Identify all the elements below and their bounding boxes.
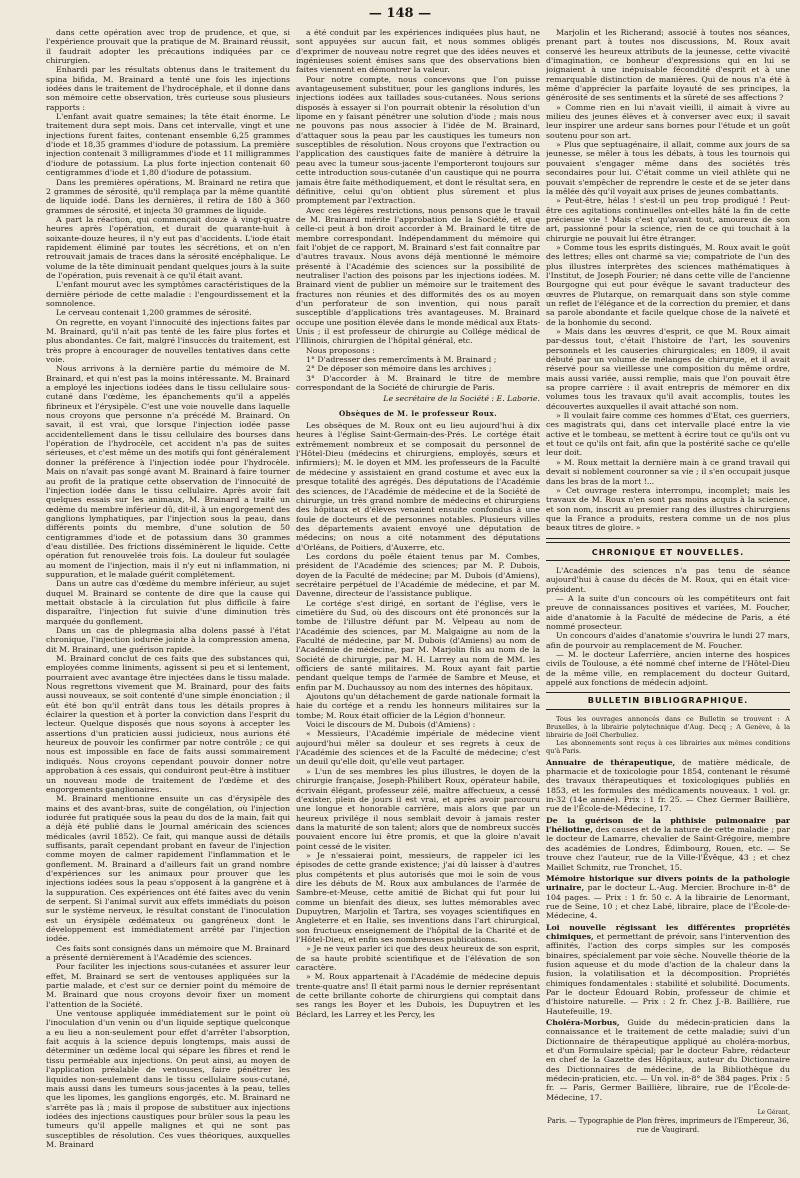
paragraph: » Plus que septuagénaire, il allait, comme aux jours de sa jeunesse, se mêler à tous les débats, à tous les tournois qui pouvaient s'engager même dans des sociétés très secondaires pour lui. C'était comme un vieil athlète qui ne pouvait s'empêcher de reprendre le ceste et de se jeter dans la mêlée dès qu'il voyait aux prises de jeunes combattants. [546,140,790,196]
report-continuation [296,28,540,392]
page-number: — 148 — [368,6,432,21]
bulletin-entry-text: des causes et de la nature de cette maladie ; par le docteur de Lamarre, chevalier de Saint-Grégoire, membre des académies de Londres, Édimbourg, Rouen, etc. — Se trouve chez l'auteur, rue de la Ville-l'Évêque, 43 ; et chez Maillet Schmitz, rue Tronchet, 15. [546,825,790,872]
paragraph: Enhardi par les résultats obtenus dans le traitement du spina bifida, M. Brainard a tenté une fois les injections iodées dans le traitement de l'hydrocéphale, et il donne dans son mémoire cette observation, très curieuse sous plusieurs rapports : [46,65,290,112]
column-2 [296,28,540,1166]
bulletin-entry [546,923,790,1016]
bulletin-entry-text: par le docteur L.-Aug. Mercier. Brochure in-8° de 104 pages. — Prix : 1 fr. 50 c. A la librairie de Lenormant, rue de Seine, 10 ; et chez Labé, libraire, place de l'École-de-Médecine, 4. [546,883,790,921]
paragraph: » Je n'essaierai point, messieurs, de rappeler ici les épisodes de cette grande existence; j'ai dû laisser à d'autres plus compétents et plus autorisés que moi le soin de vous dire les débuts de M. Roux aux ambulances de l'armée de Sambre-et-Meuse, cette amitié de Bichat qui fut pour lui comme un bienfait des dieux, ses luttes mémorables avec Dupuytren, Marjolin et Tartra, ses voyages scientifiques en Angleterre et en Italie, ses inventions dans l'art chirurgical, son fructueux enseignement de l'hôpital de la Charité et de l'Hôtel-Dieu, et enfin ses nombreuses publications. [296,850,540,944]
paragraph: Le cortége s'est dirigé, en sortant de l'église, vers le cimetière du Sud, où des discours ont été prononcés sur la tombe de l'illustre défunt par M. Velpeau au nom de l'Académie des sciences, par M. Malgaigne au nom de la Faculté de médecine, par M. Dubois (d'Amiens) au nom de l'Académie de médecine, par M. Marjolin fils au nom de la Société de chirurgie, par M. H. Larrey au nom de MM. les officiers de santé militaires. M. Roux ayant fait partie pendant quelque temps de l'armée de Sambre et Meuse, et enfin par M. Duchaussoy au nom des internes des hôpitaux. [296,598,540,692]
report-signature: Le secrétaire de la Société : E. Laborie. [383,394,540,404]
obituary-text [296,421,540,1019]
paragraph: L'enfant mourut avec les symptômes caractéristiques de la dernière période de cette maladie : l'engourdissement et la somnolence. [46,280,290,308]
paragraph: Dans un cas de phlegmasia alba dolens passé à l'état chronique, l'injection iodurée jointe à la compression amena, dit M. Brainard, une guérison rapide. [46,626,290,654]
paragraph: M. Brainard conclut de ces faits que des substances qui, employées comme liniments, agissent si peu et si lentement, pourraient avec avantage être injectées dans le tissu malade. Nous regrettons vivement que M. Brainard, pour des faits aussi nouveaux, se soit contenté d'une simple énonciation ; il eût été bon qu'il entrât dans tous les détails propres à éclairer la question et à porter la conviction dans l'esprit du lecteur. Quelque disposés que nous soyons à accepter les assertions d'un praticien aussi judicieux, nous aurions été heureux de pouvoir les confirmer par notre contrôle ; ce qui nous est impossible en face de faits aussi sommairement indiqués. Nous croyons cependant pouvoir donner notre approbation à ces essais, qui conduiront peut-être à instituer un nouveau mode de traitement de l'œdème et des engorgements ganglionaires. [46,654,290,794]
bulletin-entry [546,874,790,921]
chronicle-paragraph: — A la suite d'un concours où les compétiteurs ont fait preuve de connaissances positives et variées, M. Foucher, aide d'anatomie à la Faculté de médecine de Paris, a été nommé prosecteur. [546,593,790,631]
section-rule-thin [546,542,790,543]
paragraph: » L'un de ses membres les plus illustres, le doyen de la chirurgie française, Joseph-Philibert Roux, opérateur habile, écrivain élégant, professeur zélé, maître affectueux, a cessé d'exister, plein de jours il est vrai, et après avoir parcouru une longue et honorable carrière, mais alors que par un heureux privilége il nous semblait devoir à jamais rester dans la maturité de son talent; alors que de nombreux succès pouvaient encore lui être promis, et que la gloire n'avait point cessé de le visiter. [296,766,540,851]
paragraph: Voici le discours de M. Dubois (d'Amiens) : [306,720,476,730]
bulletin-intro [546,715,790,755]
bulletin-entries [546,758,790,1102]
chronicle-paragraph: L'Académie des sciences n'a pas tenu de séance aujourd'hui à cause du décès de M. Roux, qui en était vice-président. [546,565,790,594]
paragraph: » Comme rien en lui n'avait vieilli, il aimait à vivre au milieu des jeunes élèves et à converser avec eux; il savait leur inspirer une ardeur sans bornes pour l'étude et un goût soutenu pour son art. [546,102,790,140]
paragraph: » Comme tous les esprits distingués, M. Roux avait le goût des lettres; elles ont charmé sa vie; compatriote de l'un des plus illustres interprètes des sciences mathématiques à l'Institut, de Joseph Fourier; né dans cette ville de l'ancienne Bourgogne qui eut pour évêque le savant traducteur des œuvres de Plutarque, on remarquait dans son style comme un reflet de l'élégance et de la correction du premier, et dans sa parole abondante et facile quelque chose de la naïveté et de la bonhomie du second. [546,242,790,327]
obituary-heading: Obsèques de M. le professeur Roux. [339,408,497,418]
bulletin-intro-line: Tous les ouvrages annoncés dans ce Bulletin se trouvent : A Bruxelles, à la librairie polytechnique d'Aug. Decq ; A Genève, à la librairie de Joël Cherbuliez. [546,714,790,739]
paragraph: Pour notre compte, nous concevons que l'on puisse avantageusement substituer, pour les ganglions indurés, les injections iodées aux taillades sous-cutanées. Nous serions disposés à essayer si l'on pourrait obtenir la résolution d'un lipome en y faisant pénétrer une solution d'iode ; mais nous ne pouvons pas nous associer à l'idée de M. Brainard, d'attaquer sous la peau par les caustiques les tumeurs non susceptibles de résolution. Nous croyons que l'extraction ou l'application des caustiques faite de manière à détruire la peau avec la tumeur sous-jacente l'emporteront toujours sur cette introduction sous-cutanée d'un caustique qui ne pourra jamais être faite méthodiquement, et dont le résultat sera, en définitive, celui qu'on obtient plus sûrement et plus promptement par l'extraction. [296,74,540,206]
paragraph: Pour faciliter les injections sous-cutanées et assurer leur effet, M. Brainard se sert de ventouses appliquées sur la partie malade, et c'est sur ce dernier point du mémoire de M. Brainard que nous croyons devoir fixer un moment l'attention de la Société. [46,962,290,1009]
bulletin-entry-title: De la guérison de la phthisie pulmonaire par l'héliotine, [546,815,790,835]
paragraph: Une ventouse appliquée immédiatement sur le point où l'inoculation d'un venin ou d'un liquide septique quelconque a eu lieu a non-seulement pour effet d'arrêter l'absorption, fait acquis à la science depuis longtemps, mais aussi de déterminer un œdème local qui sépare les fibres et rend le tissu perméable aux injections. On peut ainsi, au moyen de l'application préalable de ventouses, faire pénétrer les liquides non-seulement dans le tissu cellulaire sous-cutané, mais aussi dans les tumeurs sous-jacentes à la peau, telles que les lipomes, les ganglions engorgés, etc. M. Brainard ne s'arrête pas là ; mais il propose de substituer aux injections iodées des injections caustiques pour brûler sous la peau les tumeurs qu'il appelle malignes et qui ne sont pas susceptibles de résolution. Ces vues théoriques, auxquelles M. Brainard [46,1009,290,1149]
paragraph: » Peut-être, hélas ! s'est-il un peu trop prodigué ! Peut-être ces agitations continuelles ont-elles hâté la fin de cette précieuse vie ! Mais c'est qu'avant tout, amoureux de son art, passionné pour la science, rien de ce qui touchait à la chirurgie ne pouvait lui être étranger. [546,196,790,243]
bulletin-entry-title: Mémoire historique sur divers points de la pathologie urinaire, [546,873,790,893]
bulletin-entry-text: Guide du médecin-praticien dans la connaissance et le traitement de cette maladie; suivi d'un Dictionnaire de thérapeutique appliqué au choléra-morbus, et d'un Formulaire spécial; par le docteur Fabre, rédacteur en chef de la Gazette des Hôpitaux, auteur du Dictionnaire des Dictionnaires de médecine, de la Bibliothèque du médecin-praticien, etc. — Un vol. in-8° de 384 pages. Prix : 5 fr. — Paris, Germer Baillière, libraire, rue de l'École-de-Médecine, 17. [546,1018,790,1102]
chronicle-text [546,566,790,687]
section-rule [546,538,790,539]
paragraph: Ajoutons qu'un détachement de garde nationale formait la haie du cortége et a rendu les honneurs militaires sur la tombe; M. Roux était officier de la Légion d'honneur. [296,692,540,720]
bulletin-entry-title: Loi nouvelle régissant les différentes propriétés chimiques, [546,922,790,941]
bulletin-entry-title: Annuaire de thérapeutique, [546,757,676,767]
paragraph: Avec ces légères restrictions, nous pensons que le travail de M. Brainard mérite l'approbation de la Société, et que celle-ci peut à bon droit accorder à M. Brainard le titre de membre correspondant. Indépendamment du mémoire qui fait l'objet de ce rapport, M. Brainard s'est fait connaître par d'autres travaux. Nous avons déjà mentionné le mémoire présenté à l'Académie des sciences sur la possibilité de neutraliser l'action des poisons par les injections iodées. M. Brainard vient de publier un mémoire sur le traitement des fractures non réunies et des difformités des os au moyen d'un perforateur de son invention, qui nous paraît susceptible d'applications très avantageuses. M. Brainard occupe une position élevée dans le monde médical aux Etats-Unis ; il est professeur de chirurgie au Collége médical de l'Illinois, chirurgien de l'hôpital général, etc. [296,205,540,346]
column-1 [46,28,290,1166]
section-rule-thin [546,560,790,561]
paragraph: 1° D'adresser des remercîments à M. Brainard ; [306,355,497,365]
paragraph: Nous arrivons à la dernière partie du mémoire de M. Brainard, et qui n'est pas la moins intéressante. M. Brainard a employé les injections iodées dans le tissu cellulaire sous-cutané dans l'œdème, les épanchements qu'il a appelés fibrineux et l'érysipèle. C'est une voie nouvelle dans laquelle nous croyons que personne n'a précédé M. Brainard. On savait, il est vrai, que lorsque l'injection iodée passe accidentellement dans le tissu cellulaire des bourses dans l'opération de l'hydrocèle, cet accident n'a pas de suites sérieuses, et c'est même un des motifs qui font généralement donner la préférence à l'injection iodée pour l'hydrocèle. Mais on n'avait pas songé avant M. Brainard à faire tourner au profit de la pratique cette observation de l'innocuité de l'injection iodée dans le tissu cellulaire. Après avoir fait quelques essais sur les animaux, M. Brainard a traité un œdème du membre inférieur dû, dit-il, à un engorgement des ganglions lymphatiques, par l'injection sous la peau, dans différents points du membre, d'une solution de 50 centigrammes d'iode et de potassium dans 30 grammes d'eau distillée. Des frictions disséminèrent le liquide. Cette opération fut renouvelée trois fois. La douleur fut soulagée au moment de l'injection, mais il n'y eut ni inflammation, ni suppuration, et le malade guérit complétement. [46,364,290,579]
paragraph: 3° D'accorder à M. Brainard le titre de membre correspondant de la Société de chirurgie de Paris. [296,373,540,393]
imprint [546,1108,790,1135]
paragraph: « Messieurs, l'Académie impériale de médecine vient aujourd'hui mêler sa douleur et ses regrets à ceux de l'Académie des sciences et de la Faculté de médecine; c'est un deuil qu'elle doit, qu'elle veut partager. [296,729,540,767]
chronicle-paragraph: Un concours d'aides d'anatomie s'ouvrira le lundi 27 mars, afin de pourvoir au remplacement de M. Foucher. [546,631,790,650]
paragraph: M. Brainard mentionne ensuite un cas d'érysipèle des mains et des avant-bras, suite de congélation, où l'injection iodurée fut pratiquée sous la peau du dos de la main, fait qui a déjà été publié dans le Journal américain des sciences médicales (avril 1852). Ce fait, qui manque aussi de détails suffisants, paraît cependant probant en faveur de l'injection comme moyen de calmer rapidement l'inflammation et le gonflement. M. Brainard a d'ailleurs fait un grand nombre d'expériences sur les animaux pour prouver que les injections iodées sous la peau s'opposent à la gangrène et à la suppuration. Ces expériences ont été faites avec du venin de serpent. Si l'animal survit aux effets immédiats du poison sur le système nerveux, le résultat constant de l'inoculation est un érysipèle œdémateux ou gangréneux dont le développement est immédiatement arrêté par l'injection iodée. [46,794,290,944]
paragraph: 2° De déposer son mémoire dans les archives ; [306,364,492,374]
section-rule [546,692,790,693]
paragraph: dans cette opération avec trop de prudence, et que, si l'expérience prouvait que la pratique de M. Brainard réussit, il faudrait adopter les précautions indiquées par ce chirurgien. [46,28,290,66]
printer-imprint: Paris. — Typographie de Plon frères, imprimeurs de l'Empereur, 36, rue de Vaugirard. [547,1117,789,1135]
paragraph: On regrette, en voyant l'innocuité des injections faites par M. Brainard, qu'il n'ait pas tenté de les faire plus fortes et plus abondantes. Ce fait, malgré l'insuccès du traitement, est très propre à encourager de nouvelles tentatives dans cette voie. [46,317,290,365]
bulletin-intro-line: Les abonnements sont reçus à ces librairies aux mêmes conditions qu'à Paris. [546,738,790,755]
manager-label: Le Gérant, [757,1109,790,1117]
paragraph: » Je ne veux parler ici que des deux heureux de son esprit, de sa haute probité scientifique et de l'élévation de son caractère. [296,944,540,973]
paragraph: » Il voulait faire comme ces hommes d'Etat, ces guerriers, ces magistrats qui, dans cet intervalle placé entre la vie active et le tombeau, se mettent à écrire tout ce qu'ils ont vu et tout ce qu'ils ont fait, afin que la postérité sache ce qu'elle leur doit. [546,411,790,458]
paragraph: Dans les premières opérations, M. Brainard ne retira que 2 grammes de sérosité, qu'il remplaça par la même quantité de liquide iodé. Dans les dernières, il retira de 180 à 360 grammes de sérosité, et injecta 30 grammes de liquide. [46,177,290,215]
paragraph: » Cet ouvrage restera interrompu, incomplet; mais les travaux de M. Roux n'en sont pas moins acquis à la science, et son nom, inscrit au premier rang des illustres chirurgiens que la France a produits, restera comme un de nos plus beaux titres de gloire. » [546,485,790,533]
bulletin-entry-text: de matière médicale, de pharmacie et de toxicologie pour 1854, contenant le résumé des travaux thérapeutiques et toxicologiques publiés en 1853, et les formules des médicaments nouveaux. 1 vol. gr. in-32 (14e année). Prix : 1 fr. 25. — Chez Germer Baillière, rue de l'École-de-Médecine, 17. [546,757,790,814]
paragraph: Ces faits sont consignés dans un mémoire que M. Brainard a présenté dernièrement à l'Académie des sciences. [46,943,290,963]
paragraph: a été conduit par les expériences indiquées plus haut, ne sont appuyées sur aucun fait, et nous sommes obligés d'exprimer de nouveau notre regret que des idées neuves et ingénieuses soient émises sans que des observations bien faites viennent en démontrer la valeur. [296,28,540,75]
column-3 [546,28,790,1166]
bulletin-heading: BULLETIN BIBLIOGRAPHIQUE. [587,695,749,706]
paragraph: L'enfant avait quatre semaines; la tête était énorme. Le traitement dura sept mois. Dans cet intervalle, vingt et une injections furent faites, contenant ensemble 6,25 grammes d'iode et 18,35 grammes d'iodure de potassium. La première injection contenait 3 milligrammes d'iode et 11 milligrammes d'iodure de potassium. La plus forte injection contenait 60 centigrammes d'iode et 1,80 d'iodure de potassium. [46,112,290,178]
paragraph: Marjolin et les Richerand; associé à toutes nos séances, prenant part à toutes nos discussions, M. Roux avait conservé les heureux attributs de la jeunesse, cette vivacité d'imagination, ce bonheur d'expressions qui en lui se joignaient à une inépuisable fécondité d'esprit et à une remarquable distinction de manières. Qui de nous n'a été à même d'apprécier la parfaite loyauté de ses principes, la générosité de ses sentiments et la sûreté de ses affections ? [546,28,790,103]
bulletin-entry [546,1018,790,1102]
paragraph: Les obsèques de M. Roux ont eu lieu aujourd'hui à dix heures à l'église Saint-Germain-des-Prés. Le cortége était extrêmement nombreux et se composait du personnel de l'Hôtel-Dieu (médecins et chirurgiens, employés, sœurs et infirmiers); M. le doyen et MM. les professeurs de la Faculté de médecine y assistaient en grand costume et avec eux la presque totalité des agrégés. Des députations de l'Académie des sciences, de l'Académie de médecine et de la Société de chirurgie, un très grand nombre de médecins et chirurgiens des hôpitaux et d'élèves venaient ensuite confondus à une foule de docteurs et de personnes notables. Plusieurs villes des départements avaient envoyé une députation de médecins; on nous a cité notamment des députations d'Orléans, de Poitiers, d'Auxerre, etc. [296,421,540,552]
speech-continuation [546,28,790,533]
bulletin-entry-title: Choléra-Morbus, [546,1018,620,1027]
paragraph: Nous proposons : [306,345,375,355]
paragraph: Le cerveau contenait 1,200 grammes de sérosité. [56,308,252,318]
paragraph: A part la réaction, qui commençait douze à vingt-quatre heures après l'opération, et durait de quarante-huit à soixante-douze heures, il n'y eut pas d'accidents. L'iode était rapidement éliminé par toutes les sécrétions, et on n'en retrouvait jamais de traces dans la sérosité encéphalique. Le volume de la tête diminuait pendant quelques jours à la suite de l'opération, puis revenait à ce qu'il était avant. [46,214,290,280]
bulletin-entry [546,816,790,872]
paragraph: » M. Roux mettait la dernière main à ce grand travail qui devait si noblement couronner sa vie ; il s'en occupait jusque dans les bras de la mort !... [546,457,790,486]
section-rule-thin [546,709,790,710]
paragraph: » M. Roux appartenait à l'Académie de médecine depuis trente-quatre ans! Il était parmi nous le dernier représentant de cette brillante cohorte de chirurgiens qui comptait dans ses rangs les Boyer et les Dubois, les Dupuytren et les Béclard, les Larrey et les Percy, les [296,972,540,1019]
paragraph: Dans un autre cas d'œdème du membre inférieur, au sujet duquel M. Brainard se contente de dire que la cause qui mettait obstacle à la circulation fut plus difficile à faire disparaître, l'injection fut suivie d'une diminution très marquée du gonflement. [46,579,290,626]
chronicle-heading: CHRONIQUE ET NOUVELLES. [591,546,745,557]
bulletin-entry [546,758,790,814]
paragraph: Les cordons du poêle étaient tenus par M. Combes, président de l'Académie des sciences; par M. P. Dubois, doyen de la Faculté de médecine; par M. Dubois (d'Amiens), secrétaire perpétuel de l'Académie de médecine, et par M. Davenne, directeur de l'assistance publique. [296,551,540,599]
paragraph: » Mais dans les œuvres d'esprit, ce que M. Roux aimait par-dessus tout, c'était l'histoire de l'art, les souvenirs personnels et les causeries chirurgicales; en 1809, il avait débuté par un volume de mélanges de chirurgie, et il avait réservé pour sa vieillesse une composition du même ordre, mais aussi variée, aussi remplie, mais que l'on pouvait être sa propre carrière : il avait entrepris de mémorer en dix volumes tous les travaux qu'il avait accomplis, toutes les découvertes auxquelles il avait attaché son nom. [546,327,790,411]
bulletin-entry-text: et permettant de prévoir, sans l'intervention des affinités, l'action des corps simples sur les composés binaires, spécialement par voie sèche. Nouvelle théorie de la fusion aqueuse et du mode d'action de la chaleur dans la fusion, la volatilisation et la décomposition. Propriétés chimiques fondamentales : stabilité et solubilité. Documents. Par le docteur Édouard Robin, professeur de chimie et d'histoire naturelle. — Prix : 2 fr. Chez J.-B. Baillière, rue Hautefeuille, 19. [546,931,790,1016]
chronicle-paragraph: — M. le docteur Laferrière, ancien interne des hospices civils de Toulouse, a été nommé chef interne de l'Hôtel-Dieu de la même ville, en remplacement du docteur Guitard, appelé aux fonctions de médecin adjoint. [546,650,790,688]
